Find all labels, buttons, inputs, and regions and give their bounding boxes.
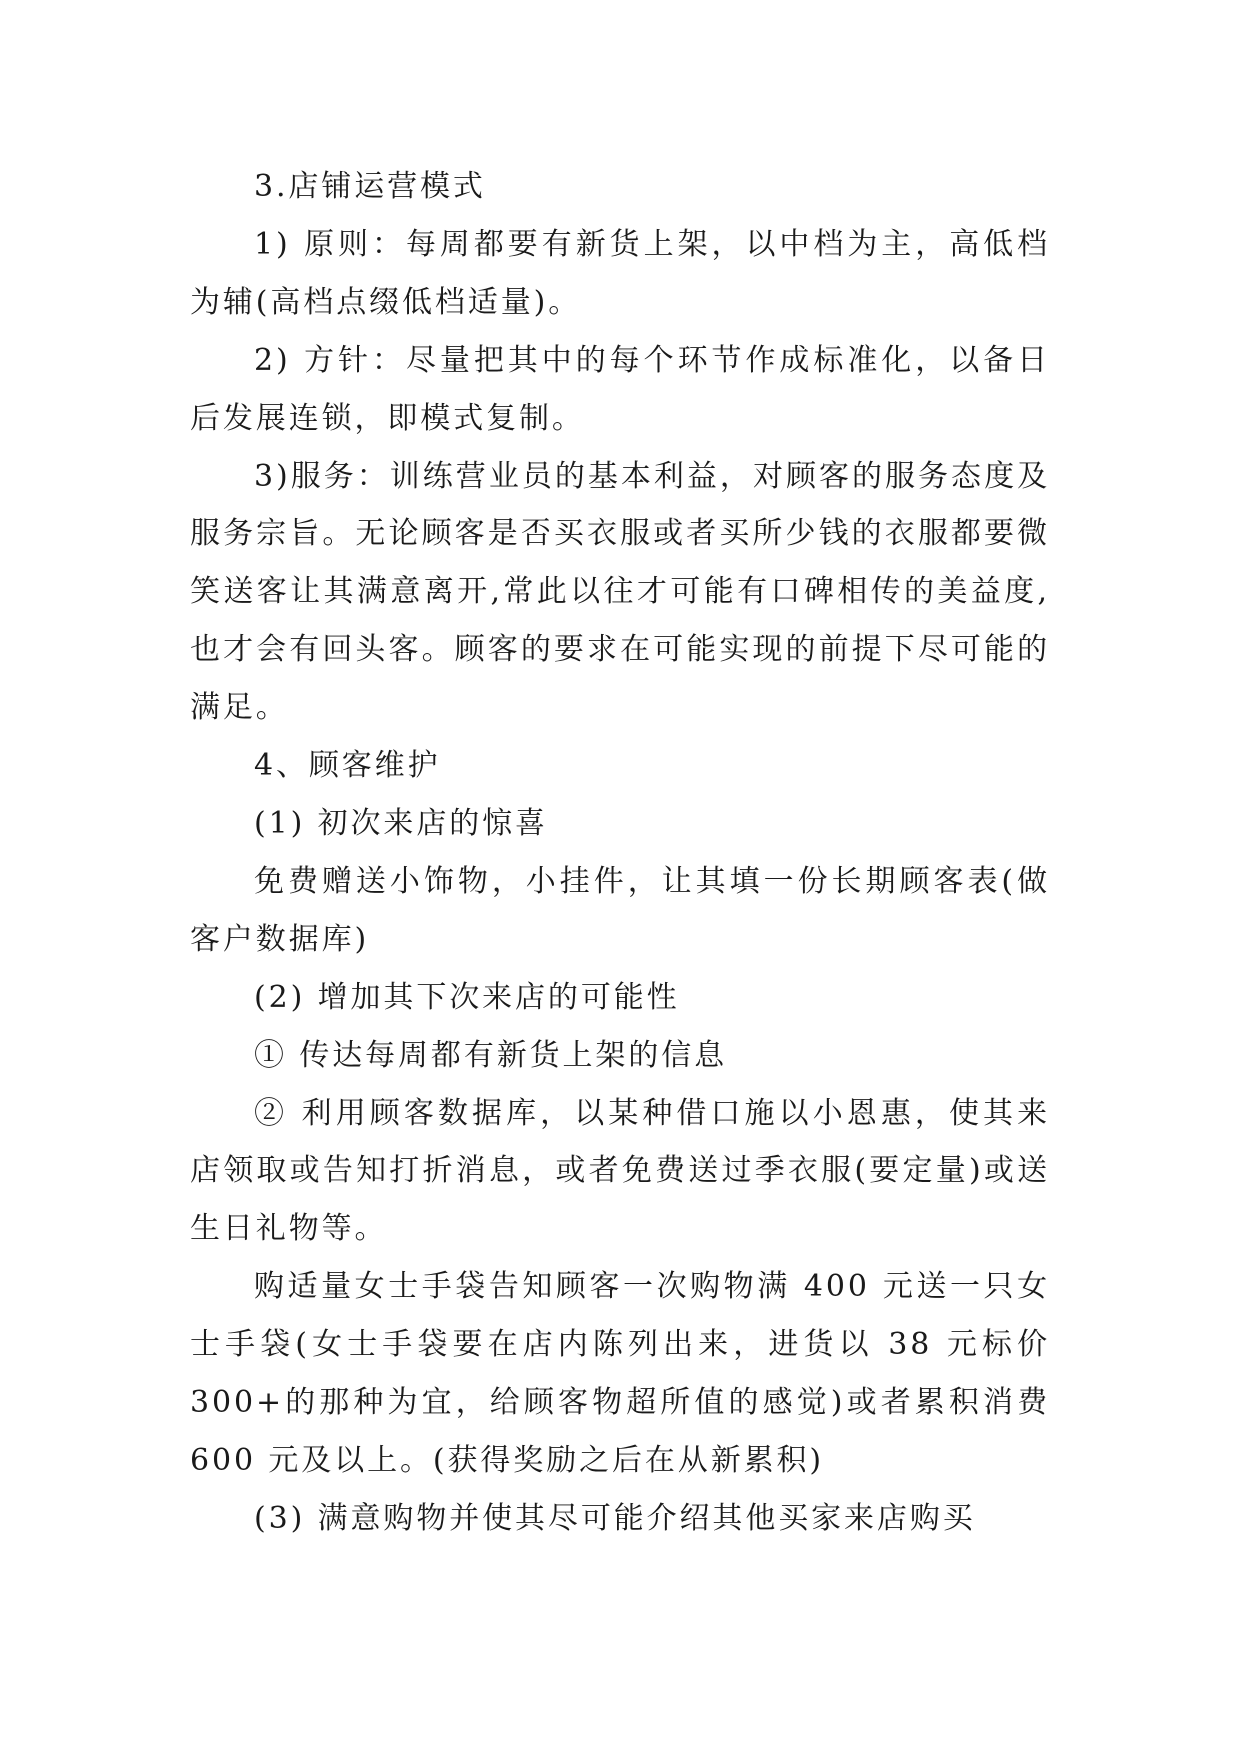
paragraph-free-gifts: 免费赠送小饰物，小挂件，让其填一份长期顾客表(做客户数据库): [190, 863, 1050, 957]
subheading-next-visit: (2) 增加其下次来店的可能性: [254, 979, 680, 1015]
paragraph-principle: 1) 原则：每周都要有新货上架，以中档为主，高低档为辅(高档点缀低档适量)。: [190, 226, 1050, 320]
paragraph-service: 3)服务：训练营业员的基本利益，对顾客的服务态度及服务宗旨。无论顾客是否买衣服或者买所少钱的衣服都要微笑送客让其满意离开,常此以往才可能有口碑相传的美益度,也才会有回头客。顾客的要求在可能实现的前提下尽可能的满足。: [190, 458, 1050, 726]
document-body: [190, 158, 1050, 1548]
list-item-customer-database: ② 利用顾客数据库，以某种借口施以小恩惠，使其来店领取或告知打折消息，或者免费送过季衣服(要定量)或送生日礼物等。: [190, 1095, 1050, 1247]
list-item-new-arrivals: ① 传达每周都有新货上架的信息: [254, 1037, 728, 1073]
subheading-referrals: (3) 满意购物并使其尽可能介绍其他买家来店购买: [254, 1500, 976, 1536]
paragraph-policy: 2) 方针：尽量把其中的每个环节作成标准化，以备日后发展连锁，即模式复制。: [190, 342, 1050, 436]
subheading-first-visit: (1) 初次来店的惊喜: [254, 805, 548, 841]
section-heading-customer-maintenance: 4、顾客维护: [254, 748, 441, 784]
paragraph-handbag-promotion: 购适量女士手袋告知顾客一次购物满 400 元送一只女士手袋(女士手袋要在店内陈列出来，进货以 38 元标价 300+的那种为宜，给顾客物超所值的感觉)或者累积消费 600 元及以上。(获得奖励之后在从新累积): [190, 1269, 1050, 1478]
section-heading-store-operation: 3.店铺运营模式: [254, 169, 486, 204]
